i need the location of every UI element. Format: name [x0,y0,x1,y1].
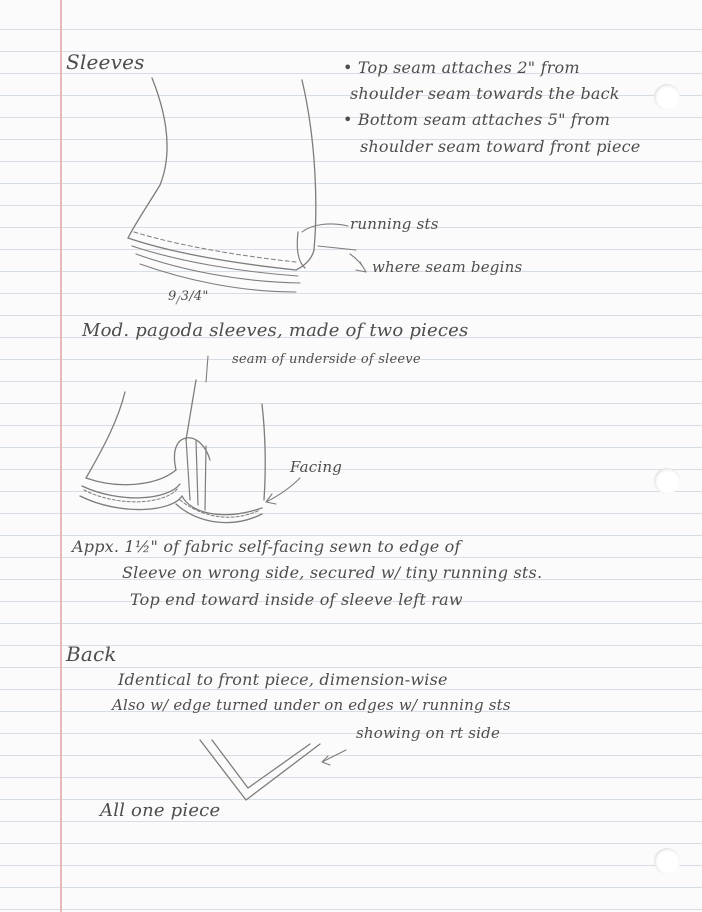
sleeve-note-line: shoulder seam toward front piece [360,137,641,156]
sleeves-heading: Sleeves [66,50,145,74]
back-line: Also w/ edge turned under on edges w/ running sts [112,696,511,714]
running-stitch-label: running sts [350,215,439,233]
back-line: Identical to front piece, dimension-wise [118,670,448,689]
showing-label: showing on rt side [356,724,501,742]
sleeve-measurement: 9 3/4" [168,289,209,304]
footer-note: All one piece [100,800,221,821]
sleeve-note-line: shoulder seam towards the back [350,84,620,103]
facing-description-line: Appx. 1½" of fabric self-facing sewn to edge of [72,537,461,556]
facing-description-line: Sleeve on wrong side, secured w/ tiny running sts. [122,563,543,582]
back-heading: Back [66,642,117,666]
pagoda-caption: Mod. pagoda sleeves, made of two pieces [82,320,469,341]
sleeve-note-line: • Bottom seam attaches 5" from [343,110,611,129]
sleeve-note-line: • Top seam attaches 2" from [343,58,580,77]
underside-seam-label: seam of underside of sleeve [232,352,421,367]
facing-label: Facing [290,458,342,476]
seam-begins-label: where seam begins [372,258,523,276]
facing-description-line: Top end toward inside of sleeve left raw [130,590,463,609]
